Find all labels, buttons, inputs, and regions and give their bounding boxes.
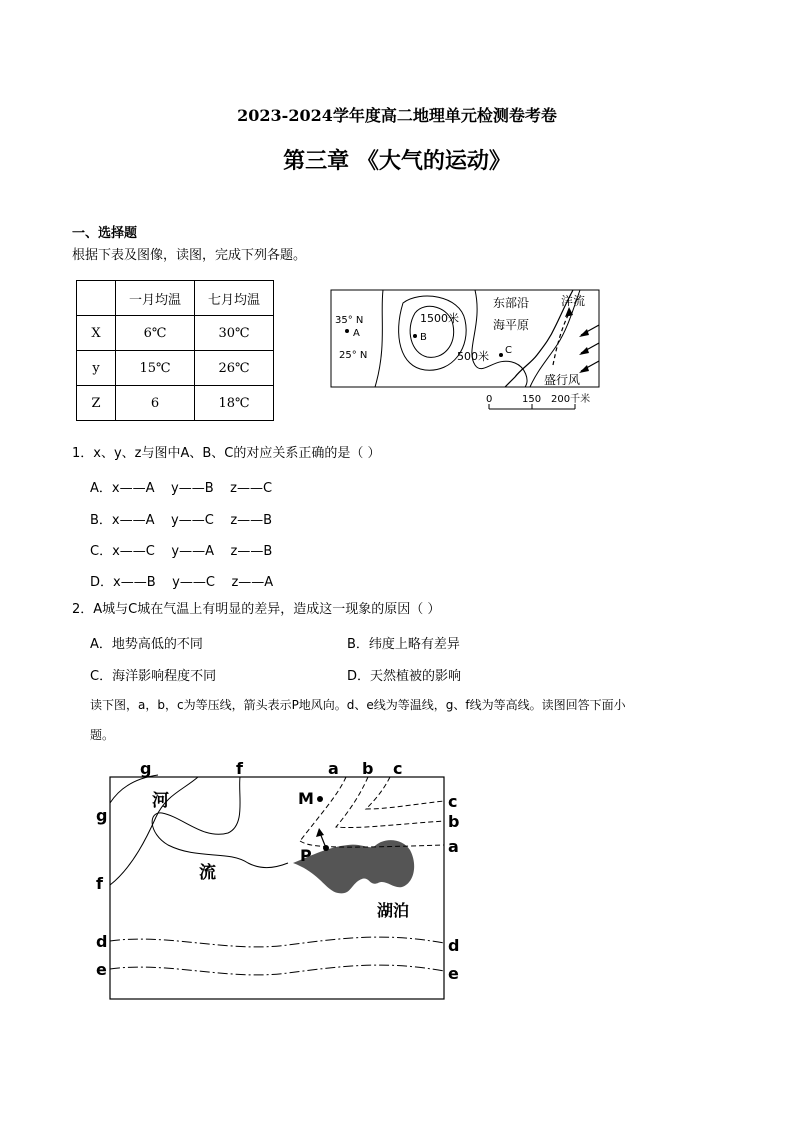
scale-label: 0	[486, 394, 493, 405]
point-label-P: P	[300, 846, 312, 865]
contour-line-g	[110, 775, 158, 803]
scale-label: 200千米	[551, 394, 591, 405]
contour-label: 500米	[457, 350, 489, 363]
isobar-map	[88, 755, 478, 1010]
region-label: 海平原	[493, 318, 530, 332]
city-point-A	[345, 329, 349, 333]
river-label: 河	[152, 791, 169, 811]
contour-line	[375, 290, 383, 387]
table-row	[77, 316, 274, 351]
map-label: c	[393, 759, 403, 778]
question-1-option-d[interactable]: D．x——B y——C z——A	[90, 575, 274, 590]
point-label: A	[353, 328, 360, 339]
table-row	[77, 386, 274, 421]
table-cell: X	[77, 316, 116, 351]
arrow-head-icon	[579, 329, 589, 337]
question-2-option-b[interactable]: B．纬度上略有差异	[347, 637, 460, 652]
latitude-label: 35° N	[335, 315, 364, 326]
arrow-head-icon	[579, 347, 589, 355]
temperature-table	[76, 280, 274, 421]
map-label: g	[96, 806, 108, 825]
river-label: 流	[199, 863, 216, 883]
table-header-cell: 一月均温	[116, 281, 195, 316]
question-2-option-a[interactable]: A．地势高低的不同	[90, 637, 203, 652]
point-label: B	[420, 332, 427, 343]
isobar-a	[300, 841, 444, 847]
current-label: 洋流	[561, 294, 586, 308]
lake-label: 湖泊	[377, 901, 410, 920]
passage-line-2: 题。	[90, 728, 115, 742]
isotherm-e	[110, 965, 444, 975]
map-label: a	[328, 759, 339, 778]
isotherm-d	[110, 937, 444, 947]
point-label: C	[505, 345, 512, 356]
isobar-b	[336, 777, 444, 828]
table-header-cell: 七月均温	[195, 281, 274, 316]
question-2-option-d[interactable]: D．天然植被的影响	[347, 669, 462, 684]
map-label: e	[448, 964, 459, 983]
table-header-cell	[77, 281, 116, 316]
arrow-head-icon	[579, 365, 589, 373]
table-header-row	[77, 281, 274, 316]
map-label: c	[448, 792, 458, 811]
question-1-option-a[interactable]: A．x——A y——B z——C	[90, 481, 273, 496]
table-cell: 6℃	[116, 316, 195, 351]
table-cell: 6	[116, 386, 195, 421]
scale-label: 150	[522, 394, 542, 405]
table-cell: y	[77, 351, 116, 386]
table-cell: Z	[77, 386, 116, 421]
isobar-c	[366, 777, 444, 809]
region-label: 东部沿	[493, 296, 530, 310]
question-1-option-b[interactable]: B．x——A y——C z——B	[90, 513, 273, 528]
table-cell: 30℃	[195, 316, 274, 351]
map-label: f	[96, 874, 103, 893]
map-label: g	[140, 759, 152, 778]
city-point-B	[413, 334, 417, 338]
question-2-option-c[interactable]: C．海洋影响程度不同	[90, 669, 217, 684]
latitude-label: 25° N	[339, 350, 368, 361]
map-label: b	[448, 812, 460, 831]
passage-line-1: 读下图，a，b，c为等压线，箭头表示P地风向。d、e线为等温线，g、f线为等高线。读图回答下面小	[90, 698, 626, 712]
table-cell: 26℃	[195, 351, 274, 386]
document-title: 2023-2024学年度高二地理单元检测卷考卷	[237, 106, 557, 125]
topographic-map	[325, 285, 615, 425]
question-1-stem: 1．x、y、z与图中A、B、C的对应关系正确的是（ ）	[72, 446, 381, 461]
map-label: f	[236, 759, 243, 778]
city-point-C	[499, 353, 503, 357]
map-label: d	[448, 936, 460, 955]
table-cell: 18℃	[195, 386, 274, 421]
question-2-stem: 2．A城与C城在气温上有明显的差异，造成这一现象的原因（ ）	[72, 602, 441, 617]
map-label: e	[96, 960, 107, 979]
section-heading: 一、选择题	[72, 226, 138, 241]
map-label: a	[448, 837, 459, 856]
map-label: d	[96, 932, 108, 951]
contour-label: 1500米	[420, 312, 459, 325]
wind-label: 盛行风	[544, 373, 581, 387]
point-M	[317, 796, 323, 802]
table-row	[77, 351, 274, 386]
chapter-title: 第三章 《大气的运动》	[283, 148, 511, 174]
question-1-option-c[interactable]: C．x——C y——A z——B	[90, 544, 273, 559]
table-cell: 15℃	[116, 351, 195, 386]
arrow-head-icon	[316, 828, 324, 837]
section-intro: 根据下表及图像，读图，完成下列各题。	[72, 248, 307, 263]
point-label-M: M	[298, 789, 314, 808]
isobar-a	[300, 777, 346, 841]
map-label: b	[362, 759, 374, 778]
river-line	[152, 777, 288, 868]
